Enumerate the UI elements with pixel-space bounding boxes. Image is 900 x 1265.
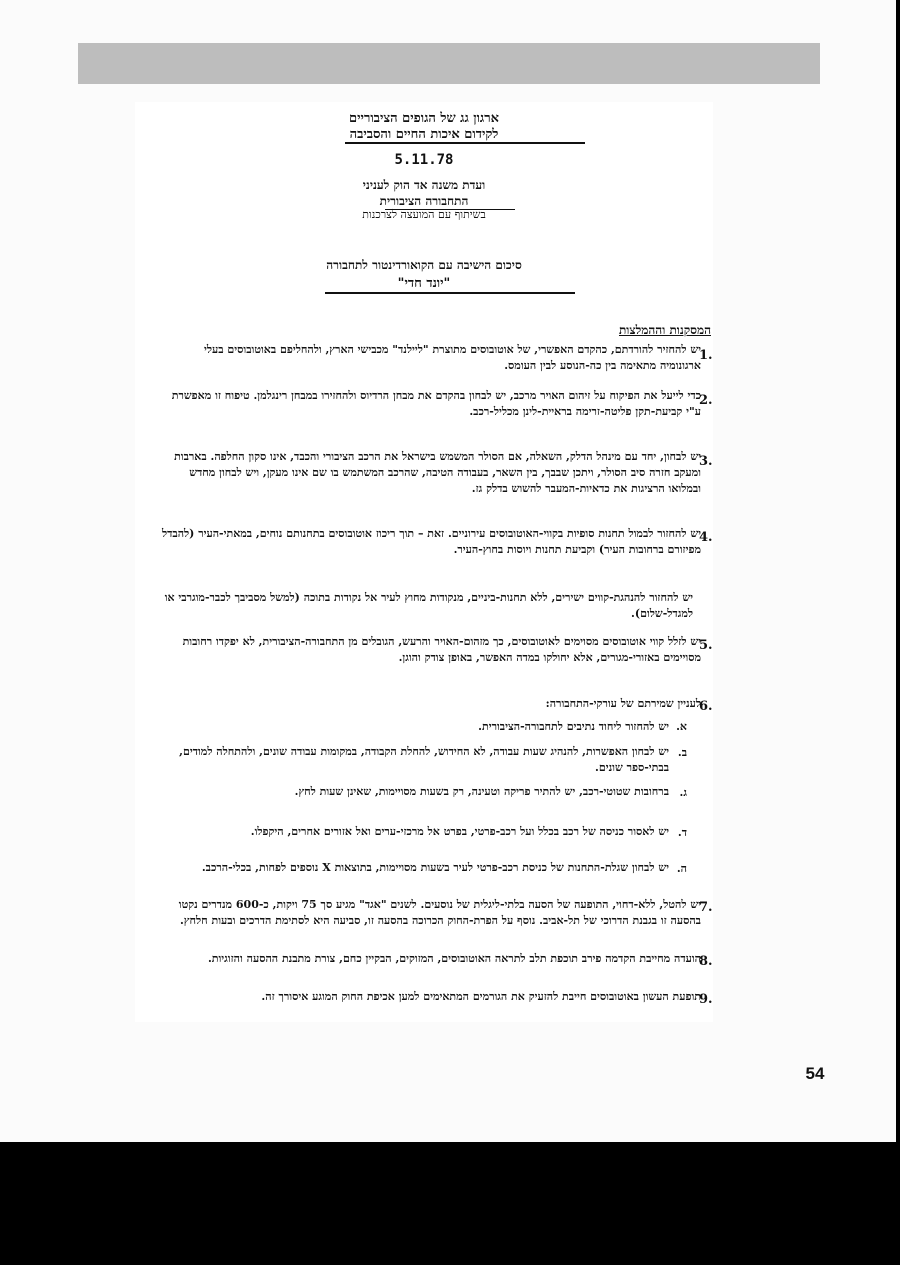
- sub-item-text: יש לבחון שגלת-התחנות של כניסת רכב-פרטי לעיר בשעות מסויימות, בתוצאות X נוספים לפחות, בכלי-הרכב.: [201, 861, 669, 874]
- sub-item-label: ב.: [677, 746, 687, 759]
- section-title: המסקנות וההמלצות: [618, 323, 711, 337]
- document-sheet: [135, 102, 713, 1022]
- sub-item-label: ג.: [679, 786, 687, 799]
- summary-line-2: "יונד חדי": [397, 276, 451, 291]
- summary-line-1: סיכום הישיבה עם הקואורדינטור לתחבורה: [326, 258, 522, 272]
- sub-item-label: ד.: [677, 826, 687, 839]
- summary-underline: [325, 292, 575, 294]
- committee-line-2: התחבורה הציבורית: [379, 194, 469, 208]
- item-text: תופעת העשון באוטובוסים חייבת להזעיק את הגורמים המתאימים למען אכיפת החוק המוגע איסורך זה.: [261, 990, 701, 1003]
- item-number: 6.: [699, 699, 713, 714]
- item-text: הועדה מחייבת הקדמה פירב תוכפת תלב לתראה האוטובוסים, המזוקים, הבקיין כחם, צורת מתבנת ההסעה והזוגיות.: [207, 952, 701, 965]
- item-number: 2.: [699, 393, 713, 408]
- sub-item-text: ברחובות שטוטי-רכב, יש להתיר פריקה וטעינה, רק בשעות מסויימות, שאינן שעות לחץ.: [294, 785, 669, 798]
- item-text: יש להחזיר להורדתם, כהקדם האפשרי, של אוטובוסים מתוצרת "ליילנד" מכבישי הארץ, ולהחליפם באוטובוסים בעלי ארגונומיה מתאימה בין כה-הנוסע לבין העומס.: [204, 343, 701, 372]
- sub-item-text: יש להחזור ליחוד נתיבים לתחבורה-הציבורית.: [478, 720, 669, 733]
- item-number: 5.: [699, 638, 713, 653]
- sub-item-label: ה.: [676, 862, 687, 875]
- item-text: יש לזלל קווי אוטובוסים מסוימים לאוטובוסים, כך מזהום-האויר והרעש, הגובלים מן התחבורה-הציבורית, לא יפקדו רחובות מסויימים באזורי-מגורים, אלא יחולקו במדה האפשר, באופן צודק והוגן.: [182, 635, 701, 664]
- item-number: 3.: [699, 454, 713, 469]
- org-line-1: ארגון גג של הגופים הציבוריים: [349, 111, 499, 126]
- item-text: יש להחזור להנהגת-קווים ישירים, ללא תחנות-ביניים, מנקודות מחוץ לעיר אל נקודות בתוכה (למשל מסביבך לכבר-מוגרבי או למגדל-שלום).: [164, 591, 693, 620]
- scan-header-band: [78, 43, 820, 84]
- sub-item-label: א.: [676, 720, 687, 733]
- item-number: 1.: [699, 348, 713, 363]
- item-number: 7.: [699, 900, 713, 915]
- document-date: 5.11.78: [394, 152, 454, 168]
- item-text: לעניין שמירתם של עורקי-התחבורה:: [545, 697, 701, 710]
- item-text: יש להחזור לבמול תחנות סופיות בקווי-האוטובוסים עירוניים. זאת – תוך ריכוז אוטובוסים בתחנותם נוחים, במאתי-העיר (להבדל מפיזורם ברחובות העיר) וקביעת תחנות ויוסות בחוץ-העיר.: [161, 527, 701, 556]
- sub-item-text: יש לאסור כניסה של רכב בכלל ועל רכב-פרטי, בפרט אל מרכזי-ערים ואל אזורים אחרים, היקפלו.: [250, 825, 669, 838]
- item-number: 8.: [699, 954, 713, 969]
- org-underline: [345, 142, 585, 144]
- org-line-2: לקידום איכות החיים והסביבה: [349, 127, 499, 142]
- page-number: 54: [805, 1064, 825, 1083]
- item-number: 9.: [699, 992, 713, 1007]
- item-text: יש להטל, ללא-דחוי, התופעה של הסעה בלתי-ליגלית של נוסעים. לשנים "אגד" מגיע סך 75 ויקות, כ-600 מנדרים נקטו בהסעה זו בגבנת הדרוכי של תל-אביב. נוסף על הפרת-החוק הכרוכה בהסעה זו, סביעה היא לסתימת הדרכים ובעות חלחץ.: [178, 898, 701, 927]
- committee-line-3: בשיתוף עם המועצה לצרכנות: [362, 208, 486, 221]
- item-number: 4.: [699, 530, 713, 545]
- committee-line-1: ועדת משנה אד הוק לעניני: [362, 178, 486, 192]
- item-text: יש לבחון, יחד עם מינהל הדלק, השאלה, אם הסולר המשמש בישראל את הרכב הציבורי והכבד, אינו סקון החלפה. בארבות ומעקב חזרה סיב הסולר, ויתכן שבבך, בין השאר, בעבודה הטיבה, שהרכב המשתמש בו שם אינו מעקן, ויש לבחון מחדש ובמלואו הרציגות את כדאיות-המעבר להשוש בדלק גז.: [174, 450, 701, 495]
- item-text: כדי לייעל את הפיקוח על זיהום האויר מרכב, יש לבחון בהקדם את מבחן הרדיוס ולהחזירו במבחן רינגלמן. טיפוח זו מאפשרת ע"י קביעת-תקן פליטה-זרימה בראיית-לינן מכליל-רכב.: [171, 389, 701, 418]
- sub-item-text: יש לבחון האפשרות, להנהיג שעות עבודה, לא החידוש, להחלת הקבודה, במקומות עבודה שונים, ולהתחלה למודים, בבתי-ספר שונים.: [179, 745, 669, 774]
